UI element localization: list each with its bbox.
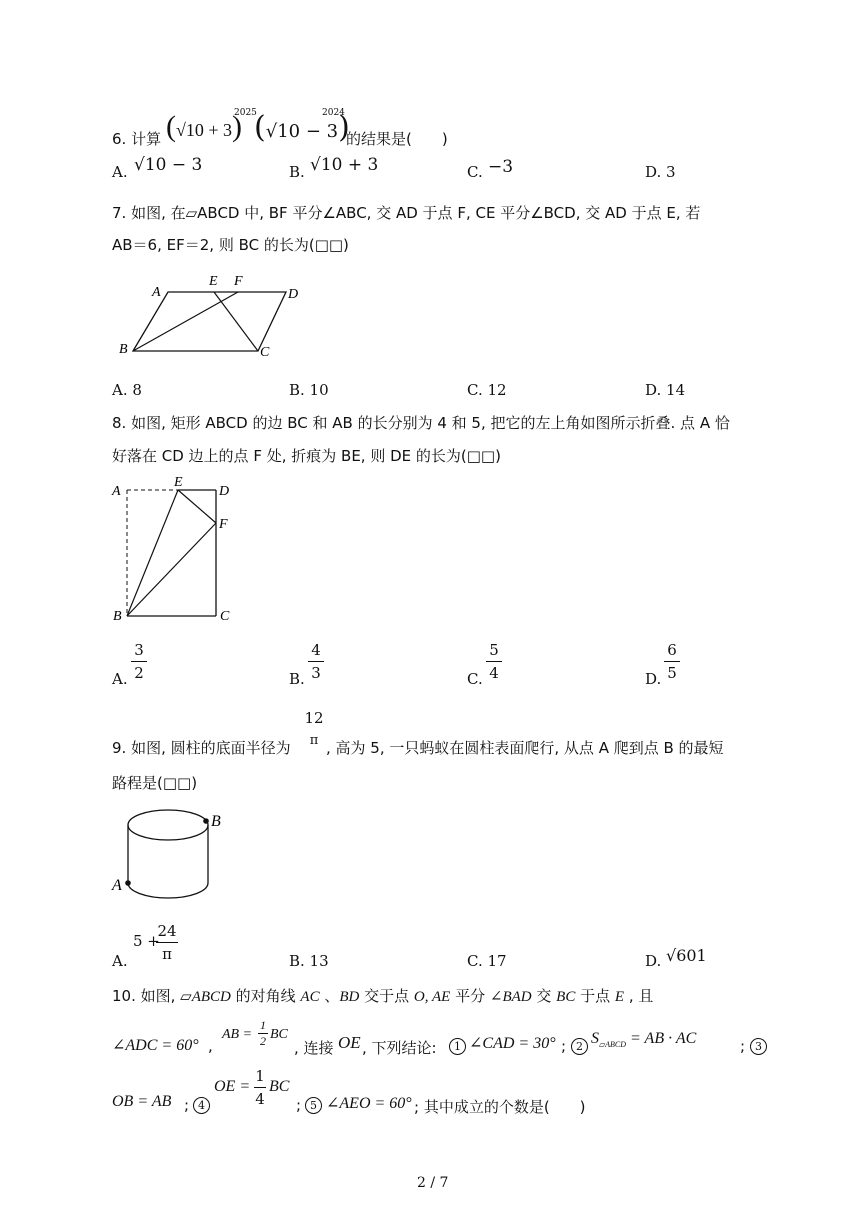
q10-circle-2 [571,1037,588,1055]
q10-l1-d: AC [300,989,320,1005]
q9-cylinder-figure [108,804,238,910]
q10-circle-4 [193,1096,210,1114]
q6-expr-b-text: √10 − 3 [265,121,339,142]
q8-segment-ef [178,490,216,523]
q9-label-a: A [112,877,122,894]
q10-l2-ab-fraction [258,1019,268,1048]
q8-option-a-num: 3 [134,641,144,659]
q8-option-a-letter: A. [112,670,128,688]
q10-sep-3: ; [184,1096,190,1114]
q9-option-d-letter: D. [645,952,662,970]
q10-circle-4-num: 4 [193,1097,210,1114]
q10-l1-l: 交 [531,987,557,1005]
q10-l2-adc: ∠ADC = 60° [112,1037,199,1054]
q10-circle-5-num: 5 [305,1097,322,1114]
q10-l2-sep: , [208,1037,213,1055]
q9-pre: 9. 如图, 圆柱的底面半径为 [112,739,291,757]
q9-cylinder-bottom [128,883,208,898]
q8-option-a-fraction [131,641,147,682]
q6-exp-a: 2025 [234,108,257,118]
q10-sep-1: ; [561,1037,567,1055]
q9-radius-num: 12 [304,709,324,727]
q7-option-d: D. 14 [645,381,686,399]
q8-option-c-letter: C. [467,670,483,688]
q7-label-f: F [234,274,243,289]
q10-l1-e: 、 [319,987,340,1005]
q8-option-c-fraction [486,641,502,682]
q6-expr-a-text: √10 + 3 [176,120,233,140]
q9-option-a-fraction [156,922,178,963]
q10-l2-area-rhs: = AB · AC [626,1030,697,1047]
q10-l1-p: , 且 [624,987,654,1005]
q7-label-e: E [209,274,218,289]
q10-circle-1 [449,1037,466,1055]
q9-option-c: C. 17 [467,952,507,970]
q8-option-d-fraction [664,641,680,682]
q8-option-b-num: 4 [311,641,321,659]
q8-segment-bf [127,523,216,616]
q9-option-a-int: 5 + [133,932,160,950]
q7-option-b: B. 10 [289,381,329,399]
q10-l3-ob: OB = AB [112,1093,172,1110]
q10-l1-j: 平分 [450,987,490,1005]
q6-option-b-value: √10 + 3 [310,155,379,175]
q8-option-c-num: 5 [489,641,499,659]
q9-post: , 高为 5, 一只蚂蚁在圆柱表面爬行, 从点 A 爬到点 B 的最短 [326,739,724,757]
q9-radius-fraction [302,709,326,750]
q10-l2-ab-num: 1 [260,1018,266,1032]
q6-exp-b: 2024 [322,108,345,118]
q10-l1-m: BC [556,989,576,1005]
q10-sep-4: ; [296,1096,302,1114]
q8-label-c: C [220,609,230,624]
q7-label-a: A [152,285,161,300]
q10-sep-2: ; [740,1037,746,1055]
q10-circle-3 [750,1037,767,1055]
q6-expr-a: (√10 + 3) [166,110,243,143]
q8-rectangle-figure [108,474,238,628]
q8-label-b: B [113,609,122,624]
q8-label-d: D [219,484,230,499]
q7-option-c: C. 12 [467,381,507,399]
q10-l2-area-sub: ▱ABCD [599,1040,627,1050]
q10-l1-c: 的对角线 [230,987,301,1005]
q8-label-f: F [219,517,228,532]
q8-option-d-num: 6 [667,641,677,659]
q7-option-a: A. 8 [112,381,142,399]
q9-point-a [125,880,131,886]
q7-label-c: C [260,345,270,360]
q9-point-b [203,818,209,824]
q9-label-b: B [211,813,221,830]
q8-option-b-fraction [308,641,324,682]
q6-stem [112,128,161,149]
q10-l1-a: 10. 如图, [112,987,181,1005]
q10-circle-5 [305,1096,322,1114]
q10-l1-o: E [614,989,625,1005]
q8-label-a: A [112,484,121,499]
q6-option-a-value: √10 − 3 [134,155,203,175]
q9-option-a-den: π [162,945,172,963]
q7-label-d: D [288,287,299,302]
q7-segment-ce [214,292,258,351]
q7-label-b: B [119,342,128,357]
q7-segment-bf [133,292,238,351]
q8-option-c-den: 4 [489,664,499,682]
q10-circle-3-num: 3 [750,1038,767,1055]
q10-l2-cad: ∠CAD = 30° [469,1035,556,1052]
q10-l1-n: 于点 [575,987,615,1005]
q10-l3-oe-pre: OE = [214,1078,251,1095]
q10-l3-oe-fraction [254,1067,266,1108]
q6-stem-pre: 6. 计算 [112,130,162,148]
q10-circle-1-num: 1 [449,1038,466,1055]
q8-crease-be [127,490,178,616]
page-number: 2 / 7 [417,1175,449,1191]
q9-option-d-value: √601 [666,946,707,965]
q10-l3-tail: ; 其中成立的个数是( ) [414,1098,586,1116]
q10-l3-oe-num: 1 [255,1067,265,1085]
q8-option-b-letter: B. [289,670,305,688]
q10-l1-i: AE [428,989,451,1005]
q10-l2-ab-pre: AB = [222,1027,253,1042]
q9-option-a-letter: A. [112,952,128,970]
q10-l3-oe-post: BC [269,1078,290,1095]
q9-line2: 路程是(□□) [112,774,198,792]
q10-l2-area-s: S [591,1030,599,1047]
q10-l2-oe: OE [338,1033,361,1052]
q8-line2: 好落在 CD 边上的点 F 处, 折痕为 BE, 则 DE 的长为(□□) [112,447,501,465]
q10-l3-oe-den: 4 [255,1090,265,1108]
q10-l2-connect: , 连接 [294,1039,334,1057]
q9-option-b: B. 13 [289,952,329,970]
q6-option-a-letter: A. [112,163,128,181]
q7-parallelogram-figure [110,268,310,360]
q6-stem-post: 的结果是( ) [346,130,448,148]
q10-l3-aeo: ∠AEO = 60° [326,1095,412,1112]
q6-option-c-letter: C. [467,163,483,181]
q8-option-b-den: 3 [311,664,321,682]
q8-label-e: E [174,475,183,490]
q6-option-c-value: −3 [488,157,514,177]
q10-l1-b: ▱ABCD [180,989,231,1005]
q9-cylinder-top [128,810,208,840]
q7-line1: 7. 如图, 在▱ABCD 中, BF 平分∠ABC, 交 AD 于点 F, CE 平分∠BCD, 交 AD 于点 E, 若 [112,204,701,222]
q8-option-d-letter: D. [645,670,662,688]
q6-option-d: D. 3 [645,163,676,181]
q8-option-a-den: 2 [134,664,144,682]
q9-option-a-num: 24 [157,922,177,940]
q10-l1-f: BD [339,989,360,1005]
q10-l2-ab-den: 2 [260,1034,266,1048]
q7-parallelogram [133,292,286,351]
q10-l1-h: O, [413,989,429,1005]
q10-l2-ab-post: BC [270,1027,288,1042]
q8-line1: 8. 如图, 矩形 ABCD 的边 BC 和 AB 的长分别为 4 和 5, 把它的左上角如图所示折叠. 点 A 恰 [112,414,730,432]
q8-option-d-den: 5 [667,664,677,682]
q10-circle-2-num: 2 [571,1038,588,1055]
q10-l1-g: 交于点 [359,987,414,1005]
q7-line2: AB＝6, EF＝2, 则 BC 的长为(□□) [112,236,349,254]
q6-option-b-letter: B. [289,163,305,181]
q9-radius-den: π [309,733,319,748]
q10-l2-conclusions: , 下列结论: [362,1039,437,1057]
q6-expr-b: (√10 − 3) [254,110,350,145]
q10-l2-area [591,1030,696,1049]
q10-l1-k: ∠BAD [489,989,532,1005]
q10-line1 [112,985,653,1006]
